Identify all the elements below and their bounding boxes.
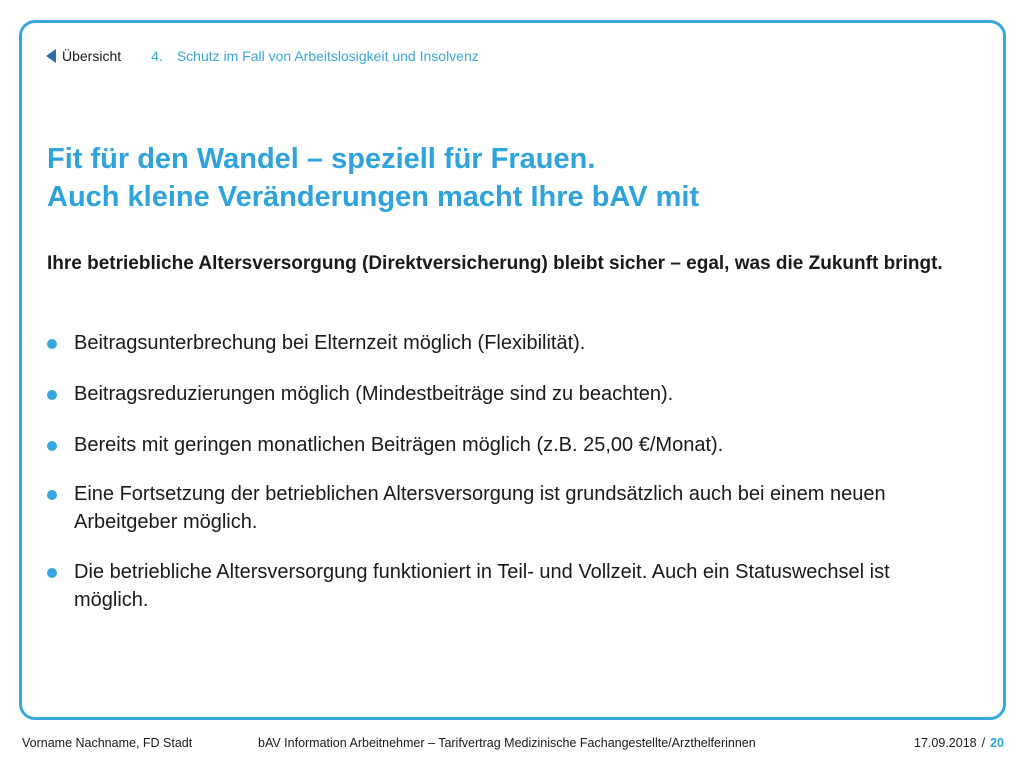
breadcrumb (46, 46, 479, 66)
list-item-text: Die betriebliche Altersversorgung funktioniert in Teil- und Vollzeit. Auch ein Statuswechsel ist möglich. (74, 561, 890, 611)
breadcrumb-section-title: Schutz im Fall von Arbeitslosigkeit und Insolvenz (176, 48, 479, 64)
triangle-left-icon (46, 49, 56, 63)
circle-bullet-icon (47, 441, 57, 451)
list-item (47, 480, 947, 536)
circle-bullet-icon (47, 339, 57, 349)
page-subtitle: Ihre betriebliche Altersversorgung (Direktversicherung) bleibt sicher – egal, was die Zukunft bringt. (47, 253, 943, 274)
footer-author: Vorname Nachname, FD Stadt (22, 736, 193, 750)
list-item (47, 431, 947, 459)
breadcrumb-section-number: 4. (151, 48, 163, 64)
page-title (47, 140, 947, 216)
circle-bullet-icon (47, 568, 57, 578)
circle-bullet-icon (47, 490, 57, 500)
list-item-text: Beitragsreduzierungen möglich (Mindestbeiträge sind zu beachten). (74, 383, 674, 405)
footer-date-page (914, 736, 1004, 750)
page-title-line-2: Auch kleine Veränderungen macht Ihre bAV mit (47, 181, 700, 213)
slide-footer (0, 736, 1024, 756)
footer-date: 17.09.2018 (914, 736, 977, 750)
overview-label: Übersicht (62, 48, 122, 64)
list-item (47, 558, 947, 614)
footer-document-title: bAV Information Arbeitnehmer – Tarifvertrag Medizinische Fachangestellte/Arzthelferinnen (258, 736, 756, 750)
page-number: 20 (990, 736, 1004, 750)
bullet-list (47, 329, 947, 614)
circle-bullet-icon (47, 390, 57, 400)
list-item (47, 380, 947, 408)
list-item-text: Beitragsunterbrechung bei Elternzeit möglich (Flexibilität). (74, 332, 586, 354)
list-item-text: Bereits mit geringen monatlichen Beiträgen möglich (z.B. 25,00 €/Monat). (74, 434, 724, 456)
footer-separator: / (981, 736, 986, 750)
overview-back-link[interactable] (46, 48, 121, 64)
list-item (47, 329, 947, 357)
page-title-line-1: Fit für den Wandel – speziell für Frauen. (47, 143, 596, 175)
list-item-text: Eine Fortsetzung der betrieblichen Altersversorgung ist grundsätzlich auch bei einem neuen Arbeitgeber möglich. (74, 483, 886, 533)
